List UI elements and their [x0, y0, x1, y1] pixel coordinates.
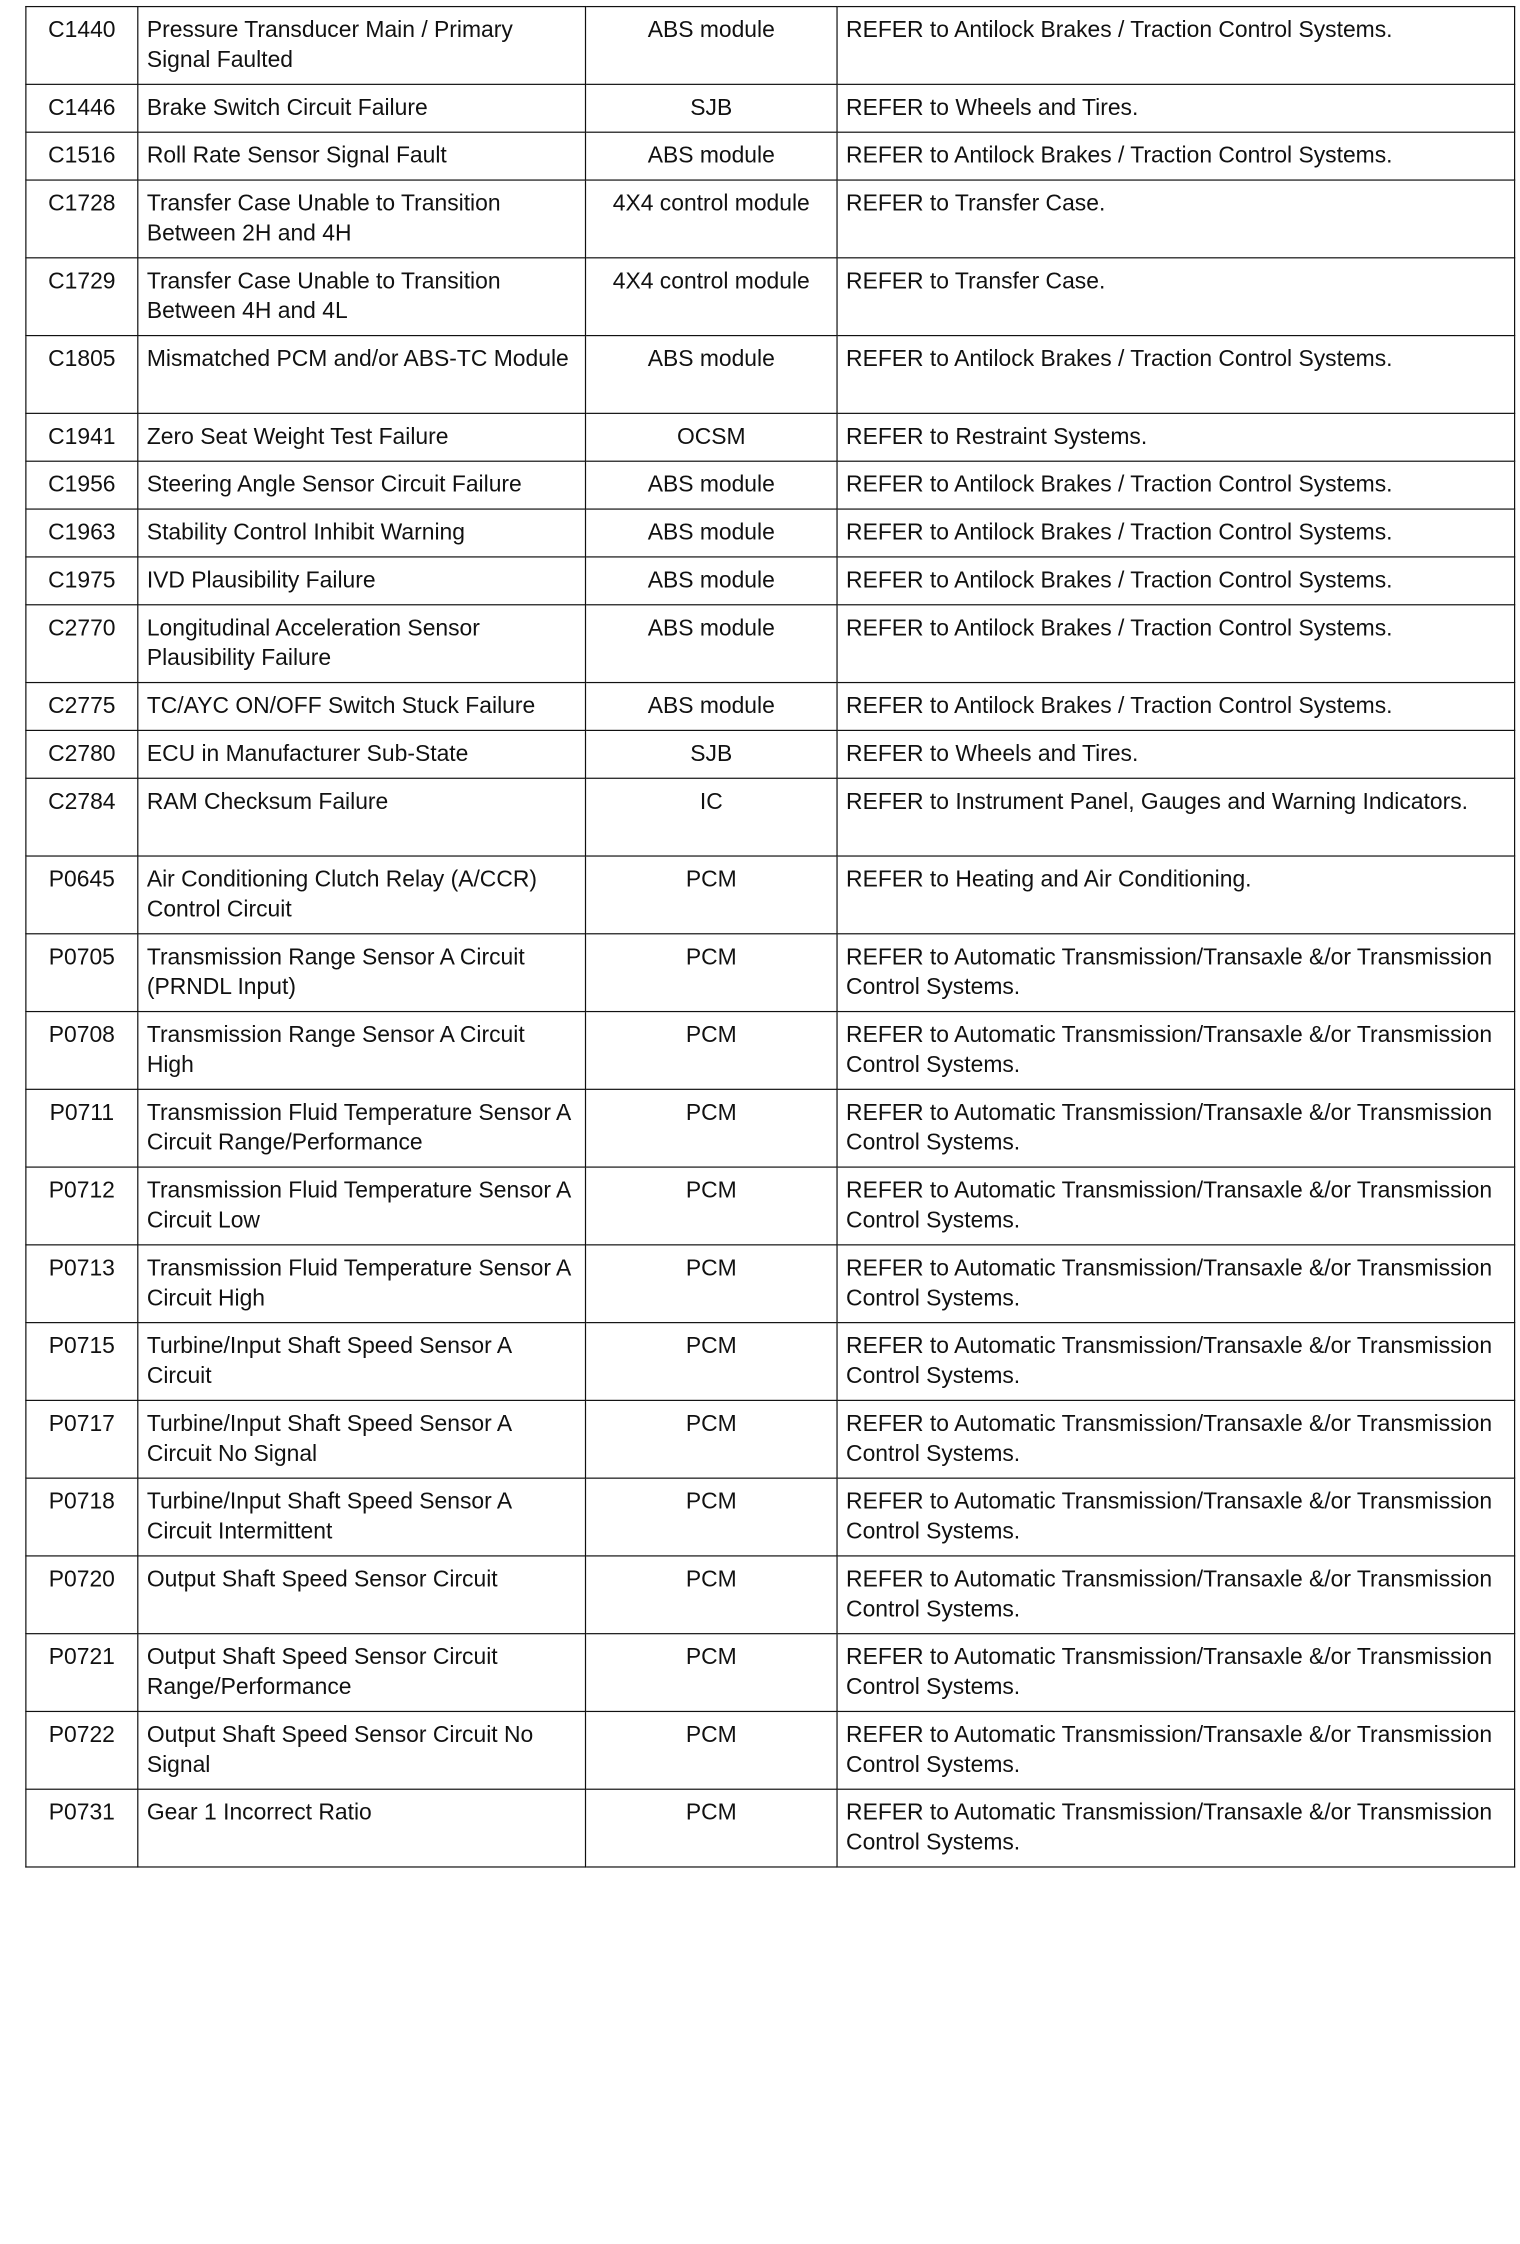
- dtc-module: SJB: [586, 730, 838, 778]
- dtc-module: OCSM: [586, 413, 838, 461]
- dtc-module: PCM: [586, 1556, 838, 1634]
- table-row: [26, 1400, 1515, 1478]
- dtc-description: Steering Angle Sensor Circuit Failure: [138, 461, 586, 509]
- dtc-module: PCM: [586, 1789, 838, 1867]
- dtc-action: REFER to Automatic Transmission/Transaxle &/or Transmission Control Systems.: [837, 934, 1515, 1012]
- dtc-description: Transmission Range Sensor A Circuit (PRNDL Input): [138, 934, 586, 1012]
- dtc-action: REFER to Transfer Case.: [837, 258, 1515, 336]
- dtc-module: ABS module: [586, 7, 838, 85]
- dtc-action: REFER to Antilock Brakes / Traction Control Systems.: [837, 683, 1515, 731]
- table-row: [26, 557, 1515, 605]
- table-row: [26, 336, 1515, 414]
- dtc-module: PCM: [586, 1634, 838, 1712]
- dtc-action: REFER to Antilock Brakes / Traction Control Systems.: [837, 336, 1515, 414]
- dtc-code: C1956: [26, 461, 138, 509]
- dtc-description: Turbine/Input Shaft Speed Sensor A Circuit No Signal: [138, 1400, 586, 1478]
- dtc-module: PCM: [586, 1711, 838, 1789]
- dtc-module: PCM: [586, 1012, 838, 1090]
- table-row: [26, 1711, 1515, 1789]
- dtc-code: P0708: [26, 1012, 138, 1090]
- dtc-description: Gear 1 Incorrect Ratio: [138, 1789, 586, 1867]
- dtc-description: Stability Control Inhibit Warning: [138, 509, 586, 557]
- dtc-module: ABS module: [586, 683, 838, 731]
- table-row: [26, 778, 1515, 856]
- dtc-module: ABS module: [586, 557, 838, 605]
- table-row: [26, 934, 1515, 1012]
- table-row: [26, 1089, 1515, 1167]
- dtc-description: IVD Plausibility Failure: [138, 557, 586, 605]
- dtc-action: REFER to Wheels and Tires.: [837, 730, 1515, 778]
- dtc-module: 4X4 control module: [586, 258, 838, 336]
- table-row: [26, 7, 1515, 85]
- dtc-action: REFER to Automatic Transmission/Transaxle &/or Transmission Control Systems.: [837, 1089, 1515, 1167]
- dtc-code: C1941: [26, 413, 138, 461]
- table-row: [26, 1556, 1515, 1634]
- dtc-action: REFER to Automatic Transmission/Transaxle &/or Transmission Control Systems.: [837, 1711, 1515, 1789]
- table-row: [26, 258, 1515, 336]
- dtc-module: PCM: [586, 1323, 838, 1401]
- dtc-module: ABS module: [586, 509, 838, 557]
- dtc-module: SJB: [586, 84, 838, 132]
- table-row: [26, 683, 1515, 731]
- dtc-description: Zero Seat Weight Test Failure: [138, 413, 586, 461]
- dtc-module: 4X4 control module: [586, 180, 838, 258]
- dtc-action: REFER to Automatic Transmission/Transaxle &/or Transmission Control Systems.: [837, 1478, 1515, 1556]
- dtc-module: ABS module: [586, 461, 838, 509]
- dtc-module: PCM: [586, 1089, 838, 1167]
- dtc-module: ABS module: [586, 132, 838, 180]
- dtc-description: Transfer Case Unable to Transition Between 4H and 4L: [138, 258, 586, 336]
- table-row: [26, 180, 1515, 258]
- dtc-code: C1728: [26, 180, 138, 258]
- dtc-code: P0711: [26, 1089, 138, 1167]
- dtc-action: REFER to Automatic Transmission/Transaxle &/or Transmission Control Systems.: [837, 1634, 1515, 1712]
- dtc-module: PCM: [586, 1245, 838, 1323]
- dtc-table: [25, 6, 1515, 1868]
- dtc-description: RAM Checksum Failure: [138, 778, 586, 856]
- table-row: [26, 605, 1515, 683]
- dtc-code: P0718: [26, 1478, 138, 1556]
- dtc-description: Transmission Range Sensor A Circuit High: [138, 1012, 586, 1090]
- dtc-action: REFER to Automatic Transmission/Transaxle &/or Transmission Control Systems.: [837, 1556, 1515, 1634]
- table-row: [26, 461, 1515, 509]
- dtc-description: Turbine/Input Shaft Speed Sensor A Circuit: [138, 1323, 586, 1401]
- dtc-description: TC/AYC ON/OFF Switch Stuck Failure: [138, 683, 586, 731]
- dtc-action: REFER to Antilock Brakes / Traction Control Systems.: [837, 509, 1515, 557]
- dtc-module: PCM: [586, 934, 838, 1012]
- dtc-description: Pressure Transducer Main / Primary Signal Faulted: [138, 7, 586, 85]
- table-row: [26, 1167, 1515, 1245]
- dtc-code: P0717: [26, 1400, 138, 1478]
- dtc-code: P0731: [26, 1789, 138, 1867]
- dtc-code: P0645: [26, 856, 138, 934]
- dtc-action: REFER to Transfer Case.: [837, 180, 1515, 258]
- dtc-action: REFER to Automatic Transmission/Transaxle &/or Transmission Control Systems.: [837, 1245, 1515, 1323]
- dtc-action: REFER to Automatic Transmission/Transaxle &/or Transmission Control Systems.: [837, 1323, 1515, 1401]
- dtc-description: Output Shaft Speed Sensor Circuit Range/Performance: [138, 1634, 586, 1712]
- dtc-action: REFER to Antilock Brakes / Traction Control Systems.: [837, 461, 1515, 509]
- dtc-code: C1975: [26, 557, 138, 605]
- table-row: [26, 730, 1515, 778]
- dtc-description: Transmission Fluid Temperature Sensor A Circuit High: [138, 1245, 586, 1323]
- dtc-action: REFER to Antilock Brakes / Traction Control Systems.: [837, 557, 1515, 605]
- dtc-code: C1805: [26, 336, 138, 414]
- dtc-action: REFER to Automatic Transmission/Transaxle &/or Transmission Control Systems.: [837, 1012, 1515, 1090]
- dtc-module: IC: [586, 778, 838, 856]
- dtc-description: Roll Rate Sensor Signal Fault: [138, 132, 586, 180]
- table-row: [26, 856, 1515, 934]
- dtc-description: Output Shaft Speed Sensor Circuit No Signal: [138, 1711, 586, 1789]
- dtc-code: P0722: [26, 1711, 138, 1789]
- dtc-code: P0712: [26, 1167, 138, 1245]
- table-row: [26, 132, 1515, 180]
- dtc-action: REFER to Instrument Panel, Gauges and Warning Indicators.: [837, 778, 1515, 856]
- table-row: [26, 84, 1515, 132]
- dtc-code: C2780: [26, 730, 138, 778]
- dtc-module: PCM: [586, 1478, 838, 1556]
- table-row: [26, 1245, 1515, 1323]
- table-row: [26, 413, 1515, 461]
- dtc-code: P0705: [26, 934, 138, 1012]
- dtc-code: P0713: [26, 1245, 138, 1323]
- dtc-code: C1516: [26, 132, 138, 180]
- dtc-module: PCM: [586, 856, 838, 934]
- dtc-description: Output Shaft Speed Sensor Circuit: [138, 1556, 586, 1634]
- table-row: [26, 1478, 1515, 1556]
- dtc-action: REFER to Antilock Brakes / Traction Control Systems.: [837, 132, 1515, 180]
- dtc-code: C1446: [26, 84, 138, 132]
- dtc-code: C1440: [26, 7, 138, 85]
- dtc-code: C2784: [26, 778, 138, 856]
- dtc-description: Transmission Fluid Temperature Sensor A Circuit Range/Performance: [138, 1089, 586, 1167]
- dtc-code: C2770: [26, 605, 138, 683]
- dtc-code: P0715: [26, 1323, 138, 1401]
- table-row: [26, 1323, 1515, 1401]
- dtc-code: C1729: [26, 258, 138, 336]
- dtc-action: REFER to Automatic Transmission/Transaxle &/or Transmission Control Systems.: [837, 1400, 1515, 1478]
- dtc-module: PCM: [586, 1400, 838, 1478]
- dtc-action: REFER to Antilock Brakes / Traction Control Systems.: [837, 7, 1515, 85]
- dtc-code: C1963: [26, 509, 138, 557]
- dtc-description: Transmission Fluid Temperature Sensor A Circuit Low: [138, 1167, 586, 1245]
- dtc-module: ABS module: [586, 336, 838, 414]
- table-row: [26, 509, 1515, 557]
- table-row: [26, 1012, 1515, 1090]
- dtc-description: Brake Switch Circuit Failure: [138, 84, 586, 132]
- dtc-description: Turbine/Input Shaft Speed Sensor A Circuit Intermittent: [138, 1478, 586, 1556]
- dtc-action: REFER to Automatic Transmission/Transaxle &/or Transmission Control Systems.: [837, 1789, 1515, 1867]
- dtc-description: Air Conditioning Clutch Relay (A/CCR) Control Circuit: [138, 856, 586, 934]
- dtc-module: ABS module: [586, 605, 838, 683]
- dtc-action: REFER to Antilock Brakes / Traction Control Systems.: [837, 605, 1515, 683]
- dtc-module: PCM: [586, 1167, 838, 1245]
- dtc-code: C2775: [26, 683, 138, 731]
- dtc-description: ECU in Manufacturer Sub-State: [138, 730, 586, 778]
- dtc-code: P0721: [26, 1634, 138, 1712]
- dtc-action: REFER to Restraint Systems.: [837, 413, 1515, 461]
- table-row: [26, 1634, 1515, 1712]
- dtc-action: REFER to Wheels and Tires.: [837, 84, 1515, 132]
- dtc-code: P0720: [26, 1556, 138, 1634]
- dtc-description: Transfer Case Unable to Transition Between 2H and 4H: [138, 180, 586, 258]
- dtc-description: Longitudinal Acceleration Sensor Plausibility Failure: [138, 605, 586, 683]
- dtc-action: REFER to Heating and Air Conditioning.: [837, 856, 1515, 934]
- dtc-description: Mismatched PCM and/or ABS-TC Module: [138, 336, 586, 414]
- table-row: [26, 1789, 1515, 1867]
- dtc-action: REFER to Automatic Transmission/Transaxle &/or Transmission Control Systems.: [837, 1167, 1515, 1245]
